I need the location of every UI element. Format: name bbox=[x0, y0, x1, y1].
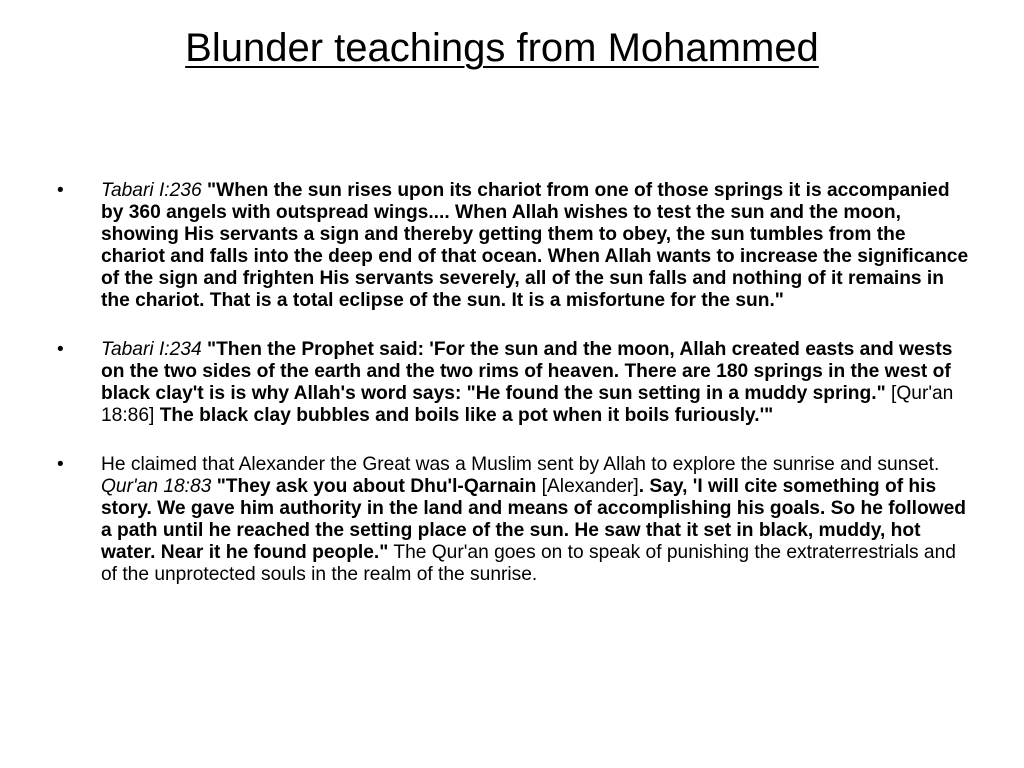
quran-citation: [Qur'an 18:86] bbox=[101, 383, 954, 426]
quoted-text-continued: The black clay bubbles and boils like a pot when it boils furiously.'" bbox=[159, 405, 774, 426]
outro-text: The Qur'an goes on to speak of punishing the extraterrestrials and of the unprotected souls in the realm of the sunrise. bbox=[101, 542, 956, 585]
slide-title: Blunder teachings from Mohammed bbox=[185, 26, 819, 70]
bullet-item-tabari-236 bbox=[56, 180, 971, 312]
quoted-text-continued: . Say, 'I will cite something of his story. We gave him authority in the land and means of accomplishing his goals. So he followed a path until he reached the setting place of the sun. He saw that it set in black, muddy, hot water. Near it he found people." bbox=[101, 476, 967, 563]
bracket-note: [Alexander] bbox=[541, 476, 639, 497]
source-reference: Qur'an 18:83 bbox=[101, 476, 212, 497]
bullet-item-alexander bbox=[56, 454, 971, 586]
bullet-dot: • bbox=[57, 180, 64, 201]
intro-text: He claimed that Alexander the Great was a Muslim sent by Allah to explore the sunrise and sunset. bbox=[101, 454, 940, 475]
quoted-text: "They ask you about Dhu'l-Qarnain bbox=[216, 476, 537, 497]
bullet-item-tabari-234 bbox=[56, 339, 971, 427]
bullet-dot: • bbox=[57, 454, 64, 475]
bullet-list bbox=[56, 180, 971, 613]
quoted-text: "Then the Prophet said: 'For the sun and the moon, Allah created easts and wests on the two sides of the earth and the two rims of heaven. There are 180 springs in the west of black clay't is is why Allah's word says: "He found the sun setting in a muddy spring." bbox=[101, 339, 953, 404]
quoted-text: "When the sun rises upon its chariot from one of those springs it is accompanied by 360 angels with outspread wings.... When Allah wishes to test the sun and the moon, showing His servants a sign and thereby getting them to obey, the sun tumbles from the chariot and falls into the deep end of that ocean. When Allah wants to increase the significance of the sign and frighten His servants severely, all of the sun falls and nothing of it remains in the chariot. That is a total eclipse of the sun. It is a misfortune for the sun." bbox=[101, 180, 969, 311]
bullet-dot: • bbox=[57, 339, 64, 360]
source-reference: Tabari I:236 bbox=[101, 180, 202, 201]
source-reference: Tabari I:234 bbox=[101, 339, 202, 360]
